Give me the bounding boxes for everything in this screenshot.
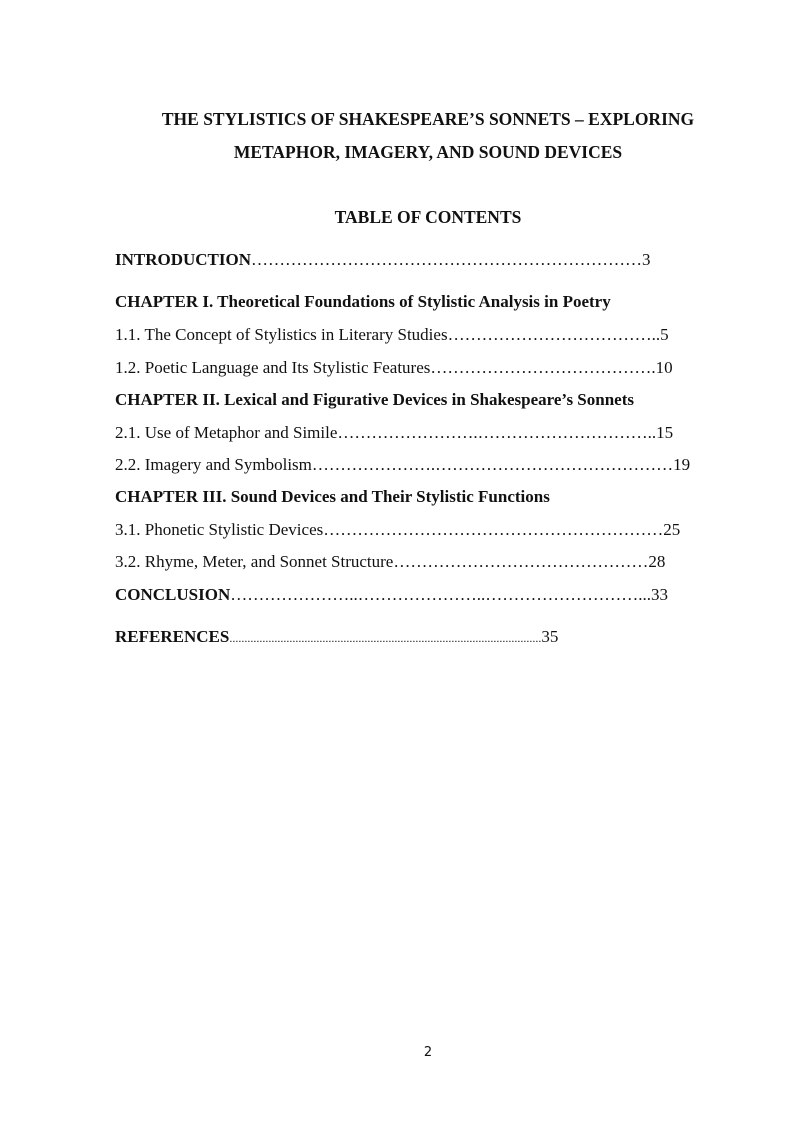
document-title	[100, 103, 756, 169]
toc-entry-label: INTRODUCTION	[115, 250, 252, 269]
toc-page-number: 10	[655, 358, 673, 377]
document-title-line-1: THE STYLISTICS OF SHAKESPEARE’S SONNETS – EXPLORING	[161, 109, 695, 129]
toc-page-number: 35	[541, 627, 559, 646]
page-number: 2	[423, 1045, 433, 1060]
toc-entry-label: CHAPTER I. Theoretical Foundations of Stylistic Analysis in Poetry	[115, 292, 611, 311]
toc-entry-1-1[interactable]	[115, 323, 669, 347]
toc-entry-references[interactable]	[115, 625, 558, 650]
toc-heading: TABLE OF CONTENTS	[334, 207, 522, 227]
toc-page-number: 15	[656, 423, 674, 442]
toc-entry-2-2[interactable]	[115, 453, 690, 477]
toc-leader-dots: …………………….…………………………..	[337, 423, 657, 442]
toc-entry-2-1[interactable]	[115, 421, 673, 445]
toc-entry-label: 1.2. Poetic Language and Its Stylistic Features	[115, 358, 431, 377]
toc-entry-introduction[interactable]	[115, 248, 651, 272]
toc-entry-label: 3.1. Phonetic Stylistic Devices	[115, 520, 324, 539]
toc-leader-dots: …………………..…………………..………………………...	[230, 585, 651, 604]
toc-leader-dots: ………………………………………	[393, 552, 649, 571]
toc-page-number: 5	[660, 325, 669, 344]
toc-page-number: 33	[651, 585, 668, 604]
toc-page-number: 3	[642, 250, 651, 269]
toc-entry-label: 3.2. Rhyme, Meter, and Sonnet Structure	[115, 552, 394, 571]
toc-page-number: 19	[673, 455, 691, 474]
toc-page-number: 25	[663, 520, 681, 539]
toc-entry-chapter-2[interactable]	[115, 388, 634, 412]
toc-leader-dots: ………………………………..	[447, 325, 661, 344]
toc-leader-dots: ………………………………….	[430, 358, 656, 377]
toc-leader-dots: ……………………………………………………	[323, 520, 664, 539]
toc-leader-dots: ………………….……………………………………	[311, 455, 674, 474]
toc-entry-chapter-1[interactable]	[115, 290, 611, 314]
toc-entry-1-2[interactable]	[115, 356, 673, 380]
document-title-line-2: METAPHOR, IMAGERY, AND SOUND DEVICES	[233, 142, 623, 162]
toc-entry-3-2[interactable]	[115, 550, 665, 574]
toc-leader-dots: ……………………………………………………………	[251, 250, 643, 269]
toc-leader-dots: ........................................................................................................	[229, 631, 542, 645]
toc-entry-label: CHAPTER III. Sound Devices and Their Stylistic Functions	[115, 487, 550, 506]
toc-entry-label: CONCLUSION	[115, 585, 231, 604]
toc-entry-label: 2.1. Use of Metaphor and Simile	[115, 423, 338, 442]
toc-page-number: 28	[648, 552, 666, 571]
toc-entry-label: 1.1. The Concept of Stylistics in Literary Studies	[115, 325, 448, 344]
toc-entry-3-1[interactable]	[115, 518, 680, 542]
toc-entry-label: CHAPTER II. Lexical and Figurative Devices in Shakespeare’s Sonnets	[115, 390, 634, 409]
toc-entry-chapter-3[interactable]	[115, 485, 550, 509]
toc-entry-label: 2.2. Imagery and Symbolism	[115, 455, 312, 474]
toc-entry-conclusion[interactable]	[115, 583, 668, 607]
toc-entry-label: REFERENCES	[115, 627, 230, 646]
